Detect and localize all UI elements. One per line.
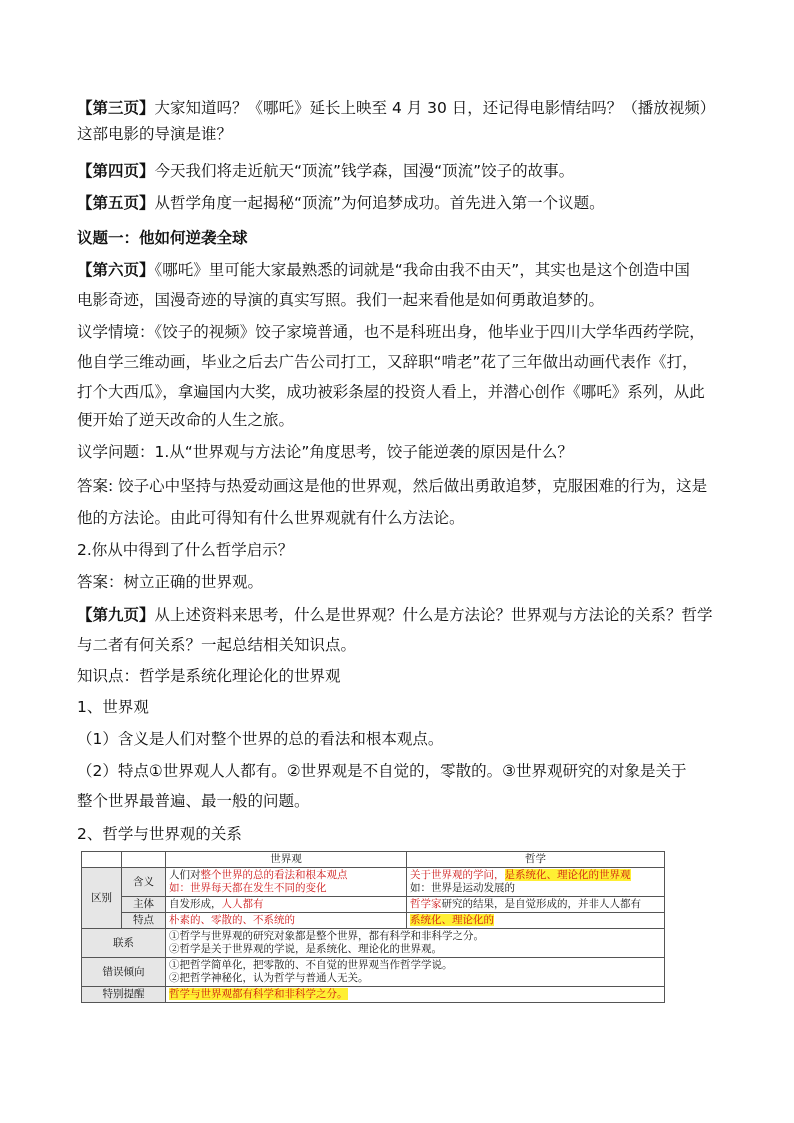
text-line	[77, 382, 737, 402]
line-text: 从上述资料来思考，什么是世界观？什么是方法论？世界观与方法论的关系？哲学	[154, 606, 713, 624]
text-line	[77, 124, 737, 144]
line-text: 大家知道吗？《哪吒》延长上映至 4 月 30 日，还记得电影情结吗？（播放视频）	[154, 99, 716, 117]
line-text: 今天我们将走近航天“顶流”钱学森，国漫“顶流”饺子的故事。	[154, 162, 575, 180]
line-text: 答案：树立正确的世界观。	[77, 573, 264, 591]
subject-philosophy-cell	[407, 897, 665, 913]
relation-cell: ①哲学与世界观的研究对象都是整个世界，都有科学和非科学之分。 ②哲学是关于世界观的学说，是系统化、理论化的世界观。	[166, 929, 665, 958]
line-text: 2.你从中得到了什么哲学启示？	[77, 541, 294, 559]
text-line	[77, 729, 737, 749]
line-text: 议学情境：《饺子的视频》饺子家境普通，也不是科班出身，他毕业于四川大学华西药学院，	[77, 323, 705, 341]
subject-worldview-cell	[166, 897, 407, 913]
note-label: 特别提醒	[82, 987, 166, 1003]
distinguish-label: 区别	[82, 868, 122, 929]
feature-philosophy-cell	[407, 913, 665, 929]
line-text: 便开始了逆天改命的人生之旅。	[77, 411, 295, 429]
line-text: 知识点：哲学是系统化理论化的世界观	[77, 667, 341, 685]
table-row	[82, 897, 665, 913]
section-tag: 【第四页】	[77, 162, 155, 180]
cell-text: 自发形成，	[169, 898, 222, 910]
text-line	[77, 824, 737, 844]
note-cell: 哲学与世界观都有科学和非科学之分。	[166, 987, 665, 1003]
text-line	[77, 605, 737, 625]
table-row	[82, 929, 665, 958]
text-line	[77, 791, 737, 811]
text-line	[77, 476, 737, 496]
section-tag: 议题一：他如何逆袭全球	[77, 229, 248, 247]
error-label: 错误倾向	[82, 958, 166, 987]
text-line	[77, 410, 737, 430]
line-text: 从哲学角度一起揭秘“顶流”为何追梦成功。首先进入第一个议题。	[154, 194, 605, 212]
line-text: 这部电影的导演是谁？	[77, 125, 233, 143]
meaning-worldview-cell	[166, 868, 407, 897]
error-cell: ①把哲学简单化，把零散的、不自觉的世界观当作哲学学说。 ②把哲学神秘化，认为哲学与普通人无关。	[166, 958, 665, 987]
cell-text: 系统化、理论化的	[410, 914, 494, 926]
line-text: 《哪吒》里可能大家最熟悉的词就是“我命由我不由天”，其实也是这个创造中国	[154, 261, 690, 279]
row-label: 主体	[122, 897, 166, 913]
section-tag: 【第三页】	[77, 99, 155, 117]
line-text: 议学问题：1.从“世界观与方法论”角度思考，饺子能逆袭的原因是什么？	[77, 443, 573, 461]
text-line	[77, 572, 737, 592]
text-line	[77, 697, 737, 717]
table-row	[82, 913, 665, 929]
table-row	[82, 958, 665, 987]
cell-text: 如：世界每天都在发生不同的变化	[169, 882, 327, 894]
table-header-row	[82, 852, 665, 868]
row-label: 特点	[122, 913, 166, 929]
line-text: 整个世界最普遍、最一般的问题。	[77, 792, 310, 810]
cell-text: 如：世界是运动发展的	[410, 882, 515, 894]
text-line	[77, 666, 737, 686]
line-text: 打个大西瓜》，拿遍国内大奖，成功被彩条屋的投资人看上，并潜心创作《哪吒》系列，从此	[77, 383, 705, 401]
line-text: 答案: 饺子心中坚持与热爱动画这是他的世界观，然后做出勇敢追梦，克服困难的行为，这是	[77, 477, 708, 495]
row-label: 含义	[122, 868, 166, 897]
relation-label: 联系	[82, 929, 166, 958]
line-text: 他自学三维动画，毕业之后去广告公司打工，又辞职“啃老”花了三年做出动画代表作《打，	[77, 353, 698, 371]
line-text: （1）含义是人们对整个世界的总的看法和根本观点。	[77, 730, 444, 748]
text-line	[77, 540, 737, 560]
line-text: 2、哲学与世界观的关系	[77, 825, 242, 843]
text-line	[77, 290, 737, 310]
text-line	[77, 260, 737, 280]
cell-text: 人们对	[169, 869, 201, 881]
text-line	[77, 508, 737, 528]
line-text: 1、世界观	[77, 698, 149, 716]
meaning-philosophy-cell	[407, 868, 665, 897]
cell-text: 研究的结果，是自觉形成的，并非人人都有	[441, 898, 641, 910]
text-line	[77, 193, 737, 213]
section-tag: 【第六页】	[77, 261, 155, 279]
cell-text: 哲学家	[410, 898, 442, 910]
table-row	[82, 987, 665, 1003]
text-line	[77, 161, 737, 181]
section-tag: 【第五页】	[77, 194, 155, 212]
header-worldview: 世界观	[166, 852, 407, 868]
line-text: （2）特点①世界观人人都有。②世界观是不自觉的，零散的。③世界观研究的对象是关于	[77, 762, 687, 780]
section-tag: 【第九页】	[77, 606, 155, 624]
cell-text: 人人都有	[221, 898, 264, 910]
cell-text: 关于世界观的学问，	[410, 869, 505, 881]
text-line	[77, 322, 737, 342]
line-text: 与二者有何关系？一起总结相关知识点。	[77, 636, 357, 654]
header-philosophy: 哲学	[407, 852, 665, 868]
line-text: 电影奇迹，国漫奇迹的导演的真实写照。我们一起来看他是如何勇敢追梦的。	[77, 291, 605, 309]
cell-text: 朴素的、零散的、不系统的	[169, 914, 295, 926]
table-row	[82, 868, 665, 897]
text-line	[77, 635, 737, 655]
worldview-philosophy-table	[81, 851, 665, 1003]
cell-text: 是系统化、理论化的世界观	[504, 869, 631, 881]
text-line	[77, 352, 737, 372]
line-text: 他的方法论。由此可得知有什么世界观就有什么方法论。	[77, 509, 465, 527]
text-line	[77, 228, 737, 248]
feature-worldview-cell	[166, 913, 407, 929]
text-line	[77, 98, 737, 118]
cell-text: 整个世界的总的看法和根本观点	[200, 869, 348, 881]
text-line	[77, 761, 737, 781]
text-line	[77, 442, 737, 462]
